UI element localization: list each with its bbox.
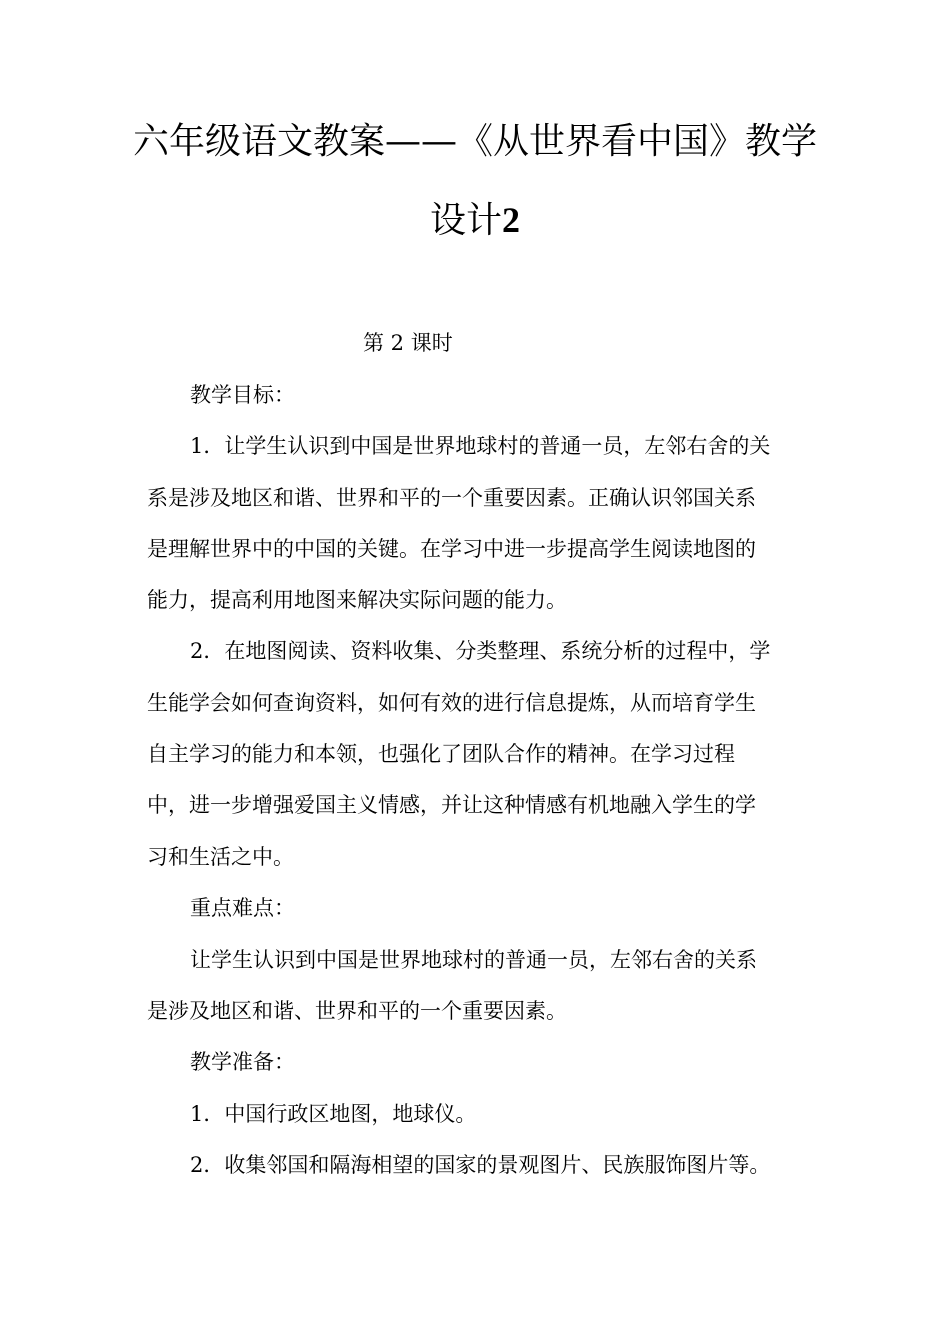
keypoints-line-1: 让学生认识到中国是世界地球村的普通一员，左邻右舍的关系: [190, 948, 757, 972]
preparation-heading: 教学准备：: [190, 1050, 295, 1074]
document-title-line-1: 六年级语文教案——《从世界看中国》教学: [132, 121, 817, 162]
preparation-item-1: 1．中国行政区地图，地球仪。: [190, 1102, 477, 1126]
objective-1-line-1: 1．让学生认识到中国是世界地球村的普通一员，左邻右舍的关: [190, 434, 771, 458]
objective-1-line-3: 是理解世界中的中国的关键。在学习中进一步提高学生阅读地图的: [147, 537, 756, 561]
document-title-line-2: [110, 198, 840, 243]
keypoints-line-2: 是涉及地区和谐、世界和平的一个重要因素。: [147, 999, 567, 1023]
objectives-heading: 教学目标：: [190, 383, 295, 407]
objective-2-line-1: 2．在地图阅读、资料收集、分类整理、系统分析的过程中，学: [190, 639, 771, 663]
objective-1-line-4: 能力，提高利用地图来解决实际问题的能力。: [147, 588, 567, 612]
objective-2-line-4: 中，进一步增强爱国主义情感，并让这种情感有机地融入学生的学: [147, 793, 756, 817]
title-text: 设计: [429, 200, 502, 241]
keypoints-heading: 重点难点：: [190, 896, 295, 920]
objective-2-line-3: 自主学习的能力和本领，也强化了团队合作的精神。在学习过程: [147, 742, 735, 766]
objective-1-line-2: 系是涉及地区和谐、世界和平的一个重要因素。正确认识邻国关系: [147, 486, 756, 510]
objective-2-line-2: 生能学会如何查询资料，如何有效的进行信息提炼，从而培育学生: [147, 691, 756, 715]
preparation-item-2: 2．收集邻国和隔海相望的国家的景观图片、民族服饰图片等。: [190, 1153, 771, 1177]
objective-2-line-5: 习和生活之中。: [147, 845, 294, 869]
lesson-label: 第 2 课时: [363, 331, 453, 355]
title-number: 2: [502, 200, 520, 240]
